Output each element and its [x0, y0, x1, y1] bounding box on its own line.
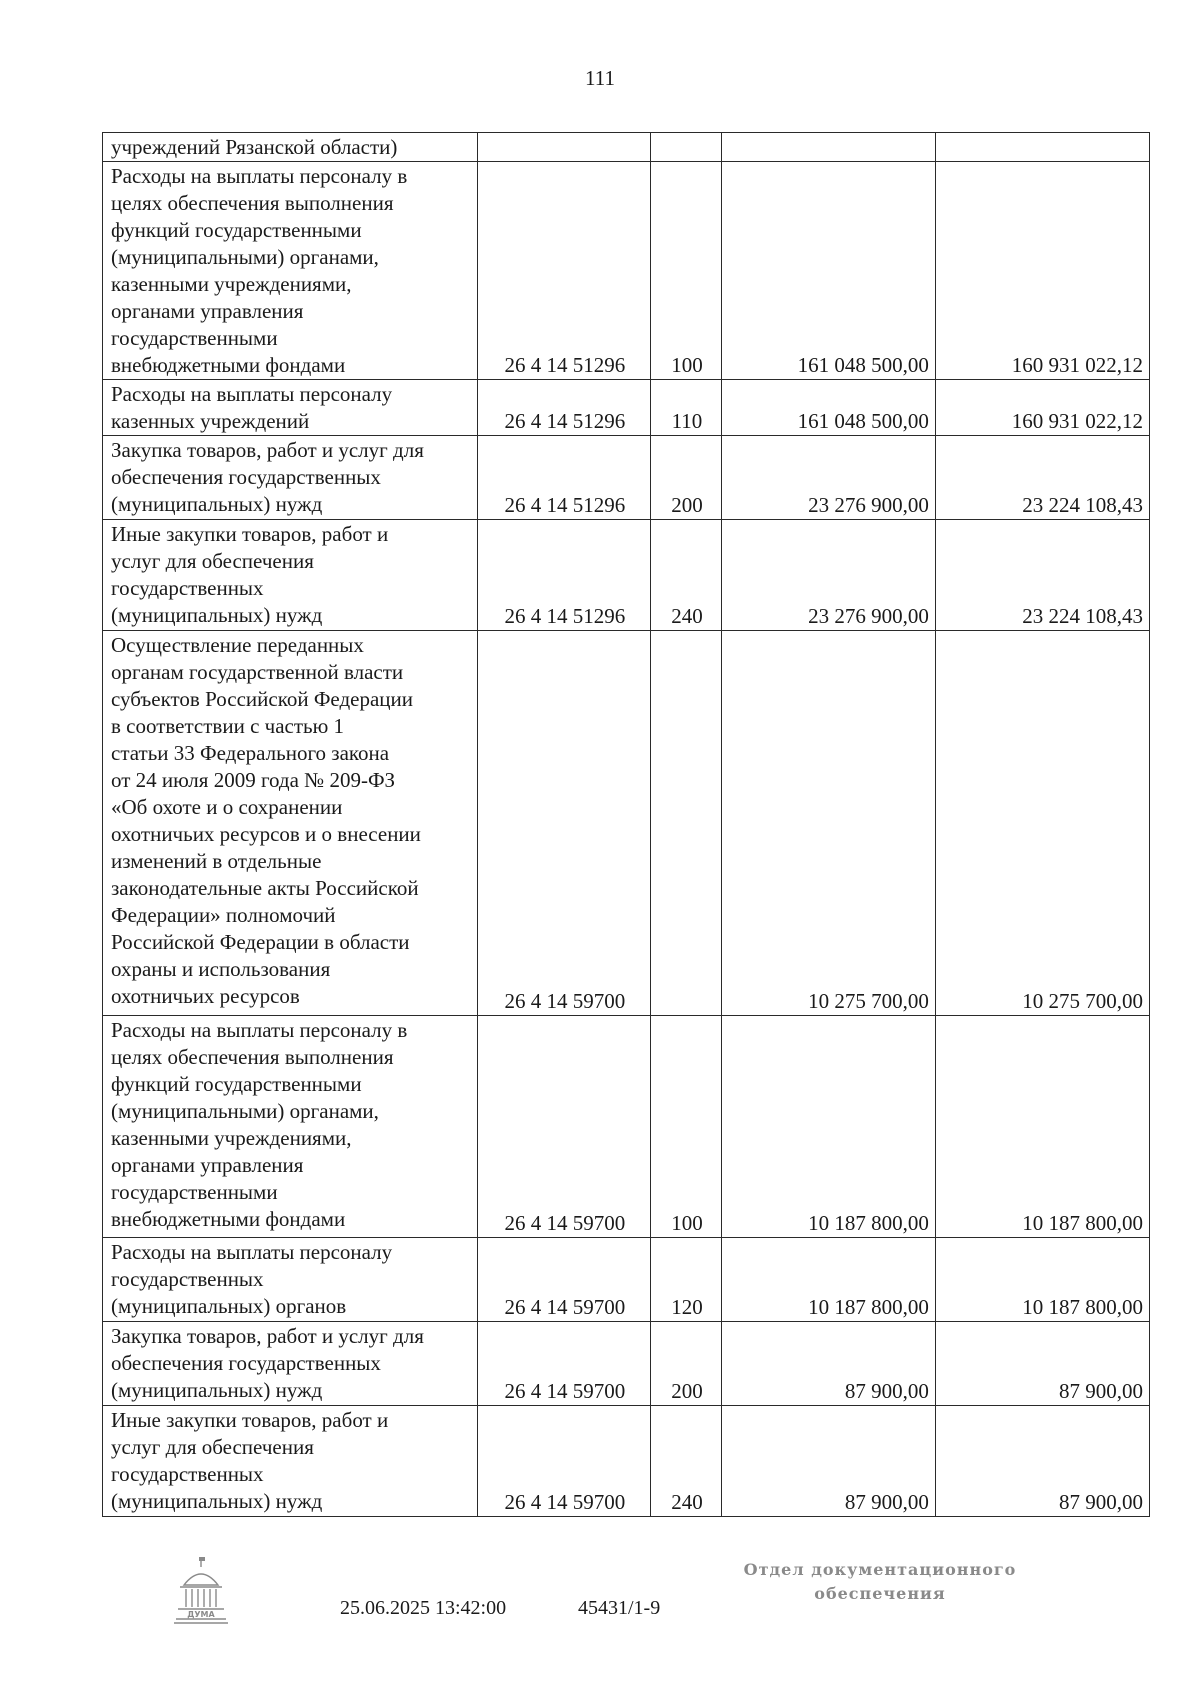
- footer-date: 25.06.2025 13:42:00: [340, 1597, 507, 1619]
- row-fact-amount: 23 224 108,43: [935, 436, 1149, 520]
- row-fact-amount: 23 224 108,43: [935, 520, 1149, 631]
- row-vr: 200: [651, 436, 722, 520]
- table-row: [103, 1406, 1150, 1517]
- row-fact-amount: 160 931 022,12: [935, 162, 1149, 380]
- row-plan-amount: 23 276 900,00: [721, 520, 935, 631]
- row-vr: 110: [651, 380, 722, 436]
- row-name: Закупка товаров, работ и услуг для обеспечения государственных (муниципальных) нужд: [103, 1322, 478, 1406]
- table-row: [103, 1016, 1150, 1238]
- department-stamp: [730, 1558, 1030, 1606]
- row-csr: 26 4 14 51296: [477, 520, 650, 631]
- row-name: Иные закупки товаров, работ и услуг для обеспечения государственных (муниципальных) нужд: [103, 520, 478, 631]
- table-row: [103, 631, 1150, 1016]
- row-fact-amount: 160 931 022,12: [935, 380, 1149, 436]
- row-vr: 100: [651, 162, 722, 380]
- row-plan-amount: 161 048 500,00: [721, 380, 935, 436]
- row-name: Закупка товаров, работ и услуг для обеспечения государственных (муниципальных) нужд: [103, 436, 478, 520]
- row-plan-amount: 161 048 500,00: [721, 162, 935, 380]
- row-plan-amount: 10 187 800,00: [721, 1016, 935, 1238]
- row-fact-amount: 87 900,00: [935, 1406, 1149, 1517]
- row-csr: [477, 133, 650, 162]
- row-plan-amount: 87 900,00: [721, 1322, 935, 1406]
- logo-text: ДУМА: [187, 1610, 215, 1619]
- table-row: [103, 520, 1150, 631]
- table-row: [103, 1322, 1150, 1406]
- row-name: Расходы на выплаты персоналу в целях обеспечения выполнения функций государственными (муниципальными) органами, казенными учреждениями, органами управления государственными внебюджетными фондами: [103, 162, 478, 380]
- table-row: [103, 133, 1150, 162]
- row-vr: 200: [651, 1322, 722, 1406]
- stamp-line-1: Отдел документационного: [743, 1560, 1017, 1579]
- row-name: учреждений Рязанской области): [103, 133, 478, 162]
- row-csr: 26 4 14 59700: [477, 1238, 650, 1322]
- row-csr: 26 4 14 59700: [477, 1016, 650, 1238]
- row-name: Расходы на выплаты персоналу в целях обеспечения выполнения функций государственными (муниципальными) органами, казенными учреждениями, органами управления государственными внебюджетными фондами: [103, 1016, 478, 1238]
- row-name: Расходы на выплаты персоналу государственных (муниципальных) органов: [103, 1238, 478, 1322]
- table-row: [103, 162, 1150, 380]
- budget-table: [102, 132, 1150, 1517]
- row-vr: [651, 133, 722, 162]
- row-csr: 26 4 14 51296: [477, 162, 650, 380]
- row-fact-amount: 10 187 800,00: [935, 1238, 1149, 1322]
- row-plan-amount: 10 187 800,00: [721, 1238, 935, 1322]
- row-csr: 26 4 14 51296: [477, 380, 650, 436]
- row-plan-amount: 87 900,00: [721, 1406, 935, 1517]
- row-fact-amount: [935, 133, 1149, 162]
- table-row: [103, 1238, 1150, 1322]
- row-vr: 120: [651, 1238, 722, 1322]
- row-vr: 240: [651, 1406, 722, 1517]
- row-fact-amount: 87 900,00: [935, 1322, 1149, 1406]
- row-name: Расходы на выплаты персоналу казенных учреждений: [103, 380, 478, 436]
- table-row: [103, 380, 1150, 436]
- row-csr: 26 4 14 51296: [477, 436, 650, 520]
- row-name: Осуществление переданных органам государственной власти субъектов Российской Федерации в соответствии с частью 1 статьи 33 Федерального закона от 24 июля 2009 года № 209-ФЗ «Об охоте и о сохранении охотничьих ресурсов и о внесении изменений в отдельные законодательные акты Российской Федерации» полномочий Российской Федерации в области охраны и использования охотничьих ресурсов: [103, 631, 478, 1016]
- duma-building-logo-icon: [170, 1555, 232, 1627]
- row-fact-amount: 10 275 700,00: [935, 631, 1149, 1016]
- table-row: [103, 436, 1150, 520]
- stamp-line-2: обеспечения: [814, 1584, 946, 1603]
- row-name: Иные закупки товаров, работ и услуг для обеспечения государственных (муниципальных) нужд: [103, 1406, 478, 1517]
- footer-doc-number: 45431/1-9: [578, 1597, 661, 1619]
- row-plan-amount: [721, 133, 935, 162]
- row-vr: 100: [651, 1016, 722, 1238]
- row-csr: 26 4 14 59700: [477, 1322, 650, 1406]
- row-plan-amount: 10 275 700,00: [721, 631, 935, 1016]
- row-csr: 26 4 14 59700: [477, 1406, 650, 1517]
- row-vr: 240: [651, 520, 722, 631]
- page-number: 111: [585, 66, 615, 90]
- row-fact-amount: 10 187 800,00: [935, 1016, 1149, 1238]
- row-csr: 26 4 14 59700: [477, 631, 650, 1016]
- row-vr: [651, 631, 722, 1016]
- row-plan-amount: 23 276 900,00: [721, 436, 935, 520]
